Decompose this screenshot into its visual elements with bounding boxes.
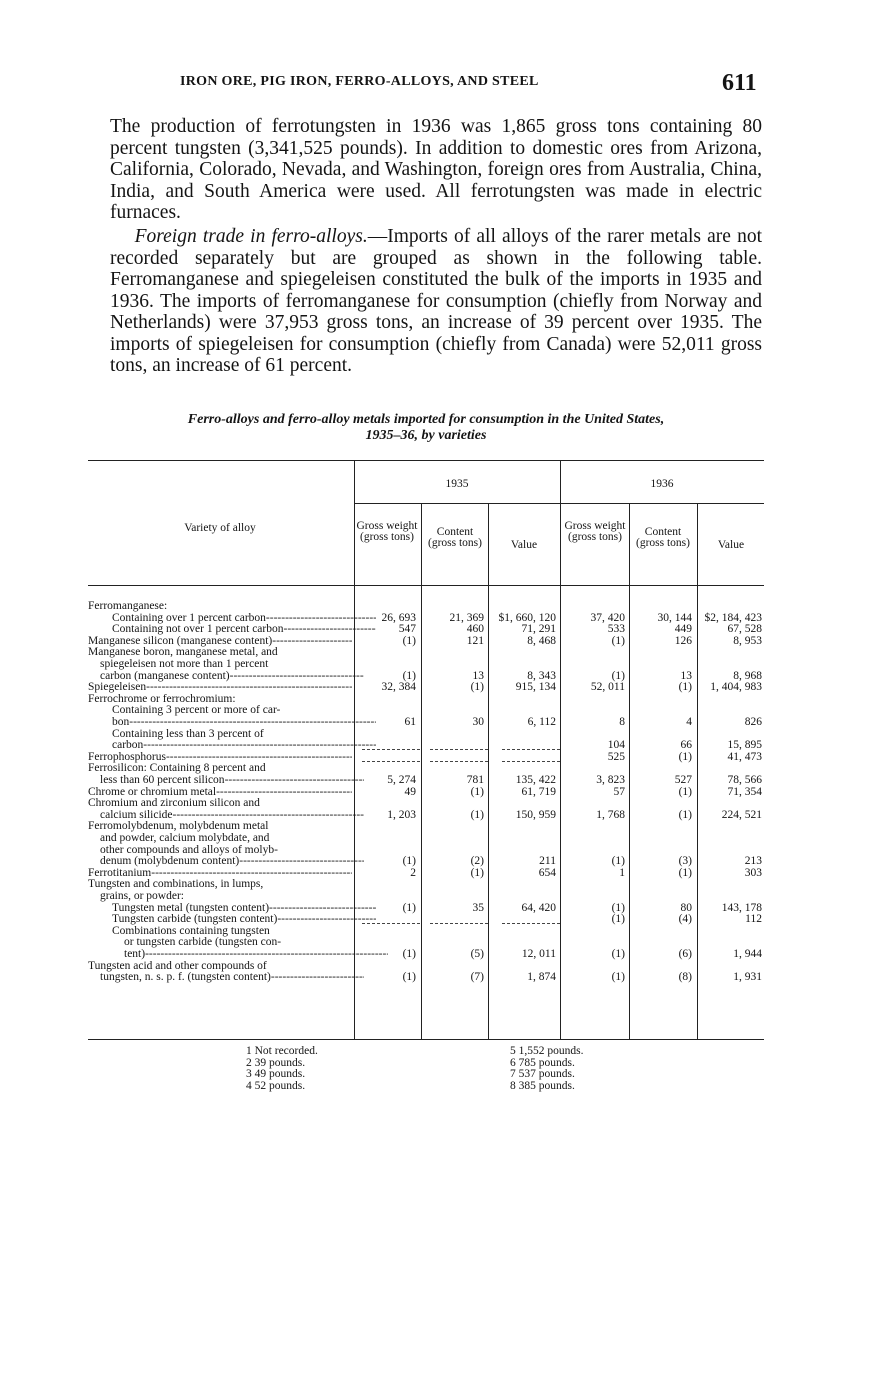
row-label [88,717,376,729]
cell-c35: 21, 369 [449,611,484,624]
empty-cell-dash [362,749,420,750]
cell-c36: 66 [680,739,692,752]
row-label [88,845,364,857]
leader-dots [271,972,364,983]
cell-g36: (1) [611,913,625,926]
row-label [88,810,364,822]
cell-v36: 78, 566 [727,774,762,786]
footnote-5: 5 1,552 pounds. [510,1045,584,1057]
cell-v35: 8, 468 [527,634,556,647]
footnote-3: 3 49 pounds. [246,1068,306,1081]
cell-g35: 61 [404,716,416,728]
cell-g35: (1) [402,948,416,960]
cell-v36: 1, 931 [733,971,762,984]
cell-g36: (1) [611,634,625,647]
row-label-text: tent) [124,949,146,960]
leader-dots [216,787,352,798]
row-label-text: Containing not over 1 percent carbon [112,624,284,636]
cell-c35: (1) [470,866,484,879]
cell-g35: (1) [402,855,416,868]
cell-g36: 533 [607,623,625,636]
row-label [88,740,376,752]
row-label-text: Tungsten metal (tungsten content) [112,902,270,914]
cell-c36: (1) [678,866,692,879]
cell-c35: 121 [466,634,484,647]
cell-c35: (1) [470,681,484,694]
row-label [88,624,376,636]
leader-dots [166,752,352,763]
col-content-1935: Content (gross tons) [428,526,482,549]
cell-v36: 41, 473 [727,750,762,763]
row-label-text: tungsten, n. s. p. f. (tungsten content) [100,972,271,984]
cell-g35: (1) [402,901,416,914]
cell-g36: (1) [611,855,625,868]
row-label-text: or tungsten carbide (tungsten con- [124,937,282,949]
leader-dots [266,613,376,624]
row-label-text: Tungsten acid and other compounds of [88,960,267,972]
paragraph-lead-in: Foreign trade in ferro-alloys. [134,226,368,247]
cell-c35: 35 [472,901,484,914]
row-label-text: carbon (manganese content) [100,670,230,682]
cell-c36: 30, 144 [657,611,692,624]
leader-dots [151,868,352,879]
row-label [88,659,364,671]
cell-c35: (7) [470,971,484,984]
leader-dots [230,671,364,682]
cell-c36: 449 [674,623,692,636]
rule-v [697,503,698,1039]
row-label-text: Ferromanganese: [88,601,168,612]
cell-c35: 460 [466,623,484,636]
row-label [88,821,352,833]
empty-cell-dash [430,923,488,924]
cell-g36: 57 [613,785,625,798]
cell-c36: 126 [674,634,692,647]
cell-g36: 52, 011 [590,681,625,694]
rule-h [354,503,764,504]
leader-dots [225,775,364,786]
empty-cell-dash [502,923,560,924]
leader-dots [143,740,376,751]
cell-c35: 781 [466,774,484,786]
cell-g36: (1) [611,669,625,682]
cell-v36: 67, 528 [727,623,762,636]
cell-c35: 30 [472,716,484,728]
cell-g36: (1) [611,948,625,960]
cell-g35: 5, 274 [387,774,416,786]
cell-v35: 211 [539,855,556,868]
cell-v35: 8, 343 [527,669,556,682]
cell-g35: 2 [410,866,416,879]
col-value-1935: Value [510,539,538,551]
row-label [88,891,364,903]
cell-g36: (1) [611,901,625,914]
leader-dots [272,636,352,647]
cell-v35: $1, 660, 120 [498,611,556,624]
cell-v36: 143, 178 [721,901,762,914]
cell-g35: (1) [402,669,416,682]
col-value-1936: Value [717,539,745,551]
row-label-text: Tungsten and combinations, in lumps, [88,879,264,891]
cell-c35: (1) [470,808,484,821]
empty-cell-dash [362,923,420,924]
cell-g36: 525 [607,750,625,763]
row-label [88,868,352,880]
cell-g36: 8 [619,716,625,728]
cell-g35: 547 [398,623,416,636]
leader-dots [239,856,364,867]
row-label [88,752,352,764]
row-label-text: Tungsten carbide (tungsten content) [112,914,278,926]
cell-c36: 527 [674,774,692,786]
cell-v35: 64, 420 [521,901,556,914]
row-label [88,937,388,949]
row-label-text: Containing over 1 percent carbon [112,612,266,624]
row-label [88,705,376,717]
cell-v35: 12, 011 [521,948,556,960]
cell-g35: 49 [404,785,416,798]
cell-v36: 71, 354 [727,785,762,798]
cell-v35: 915, 134 [515,681,556,694]
cell-v36: 213 [744,855,762,868]
col-content-1936: Content (gross tons) [636,526,690,549]
row-label-text: Containing 3 percent or more of car- [112,705,281,717]
cell-v36: 15, 895 [727,739,762,752]
row-label [88,763,352,775]
row-label [88,601,352,613]
row-label-text: other compounds and alloys of molyb- [100,844,278,856]
row-label [88,694,352,706]
cell-v35: 150, 959 [515,808,556,821]
cell-v36: 1, 944 [733,948,762,960]
cell-c36: (1) [678,785,692,798]
empty-cell-dash [502,761,560,762]
footnote-2: 2 39 pounds. [246,1056,306,1069]
cell-g35: (1) [402,971,416,984]
row-label-text: Spiegeleisen [88,682,147,694]
cell-c36: 4 [686,716,692,728]
row-label-text: grains, or powder: [100,891,184,902]
cell-v35: 1, 874 [527,971,556,984]
row-label [88,636,352,648]
cell-c36: (1) [678,681,692,694]
row-label-text: spiegeleisen not more than 1 percent [100,659,269,670]
rule-h [88,585,764,586]
cell-g36: 104 [607,739,625,752]
cell-c36: (1) [678,750,692,763]
row-label-text: Ferrotitanium [88,867,152,879]
leader-dots [146,682,352,693]
row-label [88,903,376,915]
cell-c35: 13 [472,669,484,682]
row-label-text: Ferrochrome or ferrochromium: [88,693,236,705]
cell-c36: (1) [678,808,692,821]
cell-c35: (1) [470,785,484,798]
paragraph-ferrotungsten: The production of ferrotungsten in 1936 was 1,865 gross tons containing 80 percent tungsten (3,341,525 pounds). In addition to domestic ores from Arizona, California, Colorado, Nevada, and Washington, foreign ores from Australia, China, India, and South America were used. All ferrotungsten was made in electric furnaces. [110,116,762,223]
caption-line-1: Ferro-alloys and ferro-alloy metals imported for consumption in the United States, [187,412,665,427]
row-label [88,798,352,810]
rule-v [488,503,489,1039]
row-label-text: Chrome or chromium metal [88,786,217,798]
col-gross-1936: Gross weight (gross tons) [564,520,626,543]
leader-dots [173,810,365,821]
imports-table [88,460,764,1040]
empty-cell-dash [430,761,488,762]
cell-v36: 112 [745,913,762,926]
row-label-text: Containing less than 3 percent of [112,728,264,740]
cell-g35: 32, 384 [381,681,416,694]
cell-g35: (1) [402,634,416,647]
cell-c36: (4) [678,913,692,926]
leader-dots [145,949,388,960]
row-label [88,682,352,694]
row-label-text: bon [112,717,130,728]
cell-v36: $2, 184, 423 [704,611,762,624]
cell-g35: 26, 693 [381,611,416,624]
row-label [88,833,364,845]
cell-v35: 71, 291 [521,623,556,636]
footnote-4: 4 52 pounds. [246,1079,306,1092]
footnote-1: 1 Not recorded. [246,1045,318,1057]
row-label-text: less than 60 percent silicon [100,775,225,786]
leader-dots [269,903,376,914]
row-label-text: Ferromolybdenum, molybdenum metal [88,821,269,833]
cell-v36: 224, 521 [721,808,762,821]
row-label-text: Combinations containing tungsten [112,925,270,937]
row-label-text: calcium silicide [100,809,173,821]
cell-c36: (8) [678,971,692,984]
cell-c36: 80 [680,901,692,914]
footnote-8: 8 385 pounds. [510,1079,575,1092]
row-label-text: denum (molybdenum content) [100,856,240,868]
row-label [88,775,364,787]
page-number: 611 [722,70,757,96]
cell-c36: 13 [680,669,692,682]
row-label-text: carbon [112,740,144,752]
cell-v36: 1, 404, 983 [710,681,762,694]
row-label [88,856,364,868]
row-label-text: Manganese silicon (manganese content) [88,635,273,647]
cell-g36: 3, 823 [596,774,625,786]
row-label-text: Manganese boron, manganese metal, and [88,647,278,659]
row-label [88,647,352,659]
cell-c36: (3) [678,855,692,868]
empty-cell-dash [502,749,560,750]
rule-v [560,461,561,1039]
row-label [88,961,352,973]
row-label [88,926,376,938]
table-caption [88,412,764,444]
rule-v [421,503,422,1039]
row-label [88,914,376,926]
row-label [88,972,364,984]
leader-dots [284,624,377,635]
year-1935: 1935 [445,478,469,490]
row-label [88,787,352,799]
cell-g36: 1 [619,866,625,879]
row-label-text: Ferrosilicon: Containing 8 percent and [88,763,266,775]
row-label [88,671,364,683]
cell-g36: 37, 420 [590,611,625,624]
cell-c36: (6) [678,948,692,960]
cell-g36: (1) [611,971,625,984]
row-label [88,729,376,741]
running-title: IRON ORE, PIG IRON, FERRO-ALLOYS, AND STEEL [180,74,539,89]
empty-cell-dash [362,761,420,762]
row-label [88,879,352,891]
cell-c35: (5) [470,948,484,960]
year-1936: 1936 [650,478,674,490]
row-label [88,949,388,961]
row-label-text: and powder, calcium molybdate, and [100,833,270,844]
cell-v35: 61, 719 [521,785,556,798]
cell-v35: 6, 112 [527,716,556,728]
paragraph-foreign-trade [110,226,762,377]
footnote-7: 7 537 pounds. [510,1068,575,1081]
row-label-text: Ferrophosphorus [88,751,166,763]
variety-header: Variety of alloy [184,522,256,534]
cell-g35: 1, 203 [387,808,416,821]
cell-c35: (2) [470,855,484,868]
cell-v36: 8, 968 [733,669,762,682]
cell-v36: 8, 953 [733,634,762,647]
rule-v [629,503,630,1039]
cell-v35: 654 [538,866,556,879]
empty-cell-dash [430,749,488,750]
caption-line-2: 1935–36, by varieties [365,428,487,443]
leader-dots [129,717,376,728]
cell-v35: 135, 422 [515,774,556,786]
footnote-6: 6 785 pounds. [510,1056,575,1069]
cell-v36: 826 [744,716,762,728]
row-label-text: Chromium and zirconium silicon and [88,798,260,810]
col-gross-1935: Gross weight (gross tons) [356,520,418,543]
paragraph-body: —Imports of all alloys of the rarer metals are not recorded separately but are grouped as shown in the following table. Ferromanganese and spiegeleisen constituted the bulk of the imports in 1935 and 1936. The imports of ferromanganese for consumption (chiefly from Norway and Netherlands) were 37,953 gross tons, an increase of 39 percent over 1935. The imports of spiegeleisen for consumption (chiefly from Canada) were 52,011 gross tons, an increase of 61 percent. [110,226,762,376]
cell-v36: 303 [744,866,762,879]
row-label [88,613,376,625]
cell-g36: 1, 768 [596,808,625,821]
